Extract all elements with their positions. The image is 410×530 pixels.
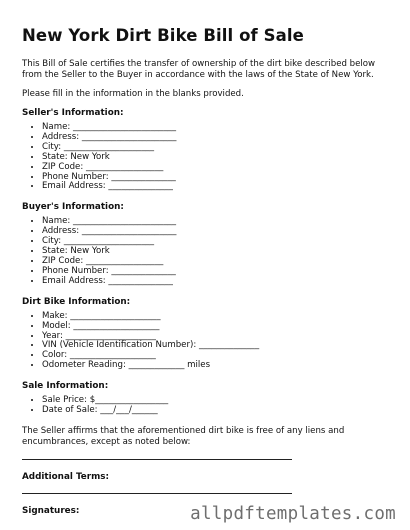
seller-state-field: • State: New York bbox=[42, 153, 392, 163]
liens-note-line[interactable] bbox=[22, 459, 292, 460]
watermark-text: allpdftemplates.com bbox=[190, 504, 396, 524]
intro-paragraph: This Bill of Sale certifies the transfer of ownership of the dirt bike described below from the Seller to the Buyer in accordance with the laws of the State of New York. bbox=[22, 59, 376, 80]
affirmation-paragraph: The Seller affirms that the aforementioned dirt bike is free of any liens and encumbrances, except as noted below: bbox=[22, 425, 345, 447]
buyer-name-field[interactable]: • Name: ________________________ bbox=[42, 217, 392, 227]
signatures-heading: Signatures: bbox=[22, 505, 80, 516]
additional-terms-heading: Additional Terms: bbox=[22, 471, 110, 482]
buyer-email-field[interactable]: • Email Address: _______________ bbox=[42, 277, 392, 287]
buyer-heading: Buyer's Information: bbox=[22, 202, 124, 213]
buyer-state-field: • State: New York bbox=[42, 247, 392, 257]
seller-city-field[interactable]: • City: _____________________ bbox=[42, 143, 392, 153]
document-page bbox=[22, 26, 392, 521]
seller-email-field[interactable]: • Email Address: _______________ bbox=[42, 182, 392, 192]
sale-price-field[interactable]: • Sale Price: $_________________ bbox=[42, 396, 392, 406]
bike-vin-field[interactable]: • VIN (Vehicle Identification Number): ______________ bbox=[42, 341, 392, 351]
seller-address-field[interactable]: • Address: ______________________ bbox=[42, 133, 392, 143]
seller-phone-field[interactable]: • Phone Number: _______________ bbox=[42, 173, 392, 183]
buyer-address-field[interactable]: • Address: ______________________ bbox=[42, 227, 392, 237]
sale-date-field[interactable]: • Date of Sale: ___/___/______ bbox=[42, 406, 392, 416]
sale-section bbox=[22, 381, 392, 416]
bike-model-field[interactable]: • Model: ____________________ bbox=[42, 322, 392, 332]
seller-zip-field[interactable]: • ZIP Code: __________________ bbox=[42, 163, 392, 173]
seller-section bbox=[22, 108, 392, 192]
seller-heading: Seller's Information: bbox=[22, 108, 124, 118]
buyer-section bbox=[22, 202, 392, 286]
buyer-city-field[interactable]: • City: _____________________ bbox=[42, 237, 392, 247]
instruction-text: Please fill in the information in the blanks provided. bbox=[22, 89, 244, 99]
bike-odometer-field[interactable]: • Odometer Reading: _____________ miles bbox=[42, 361, 392, 371]
bike-year-field[interactable]: • Year: _____________________ bbox=[42, 332, 392, 342]
additional-terms-line[interactable] bbox=[22, 493, 292, 494]
buyer-phone-field[interactable]: • Phone Number: _______________ bbox=[42, 267, 392, 277]
buyer-zip-field[interactable]: • ZIP Code: __________________ bbox=[42, 257, 392, 267]
document-title: New York Dirt Bike Bill of Sale bbox=[22, 26, 304, 45]
bike-heading: Dirt Bike Information: bbox=[22, 296, 131, 307]
sale-heading: Sale Information: bbox=[22, 381, 109, 392]
bike-color-field[interactable]: • Color: ____________________ bbox=[42, 351, 392, 361]
bike-make-field[interactable]: • Make: _____________________ bbox=[42, 312, 392, 322]
bike-section bbox=[22, 297, 392, 371]
seller-name-field[interactable]: • Name: ________________________ bbox=[42, 123, 392, 133]
